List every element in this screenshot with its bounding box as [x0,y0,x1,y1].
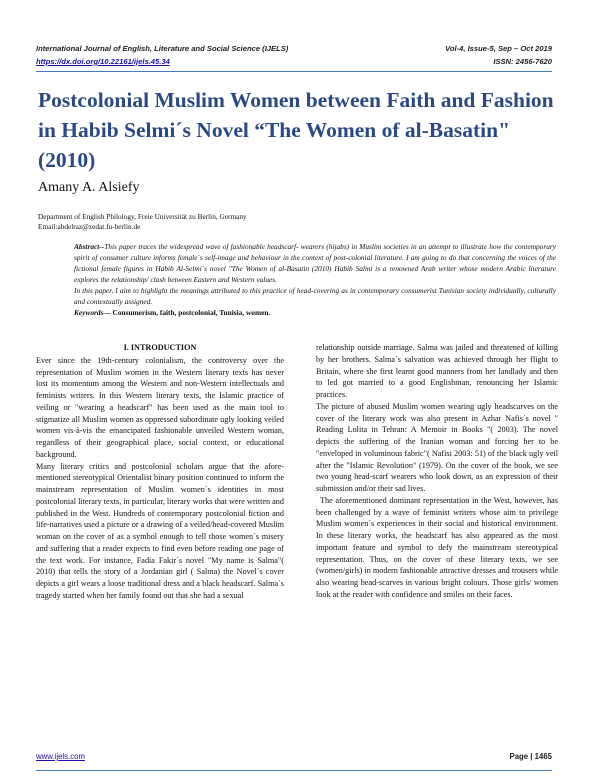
abstract-paragraph-2: In this paper, I aim to highlight the meanings attributed to this practice of head-covering as in contemporary consumerist Tunisian society individually, culturally and contextually assigned. [74,286,556,306]
header-divider [36,71,552,72]
abstract-text-1: This paper traces the widespread wave of fashionable headscarf- wearers (hijabs) in Muslim societies in an attempt to illustrate how the contemporary spirit of consumer culture informs female´s self-image and behaviour in the context of post-colonial literature. I am going to do that concerning the voices of the fictional female figures in Habib Al-Selmi´s novel "The Women of al-Basatin (2010) Habib Salmi is a renowned Arab writer whose modern Arabic literature explores the relationship/ clash between Eastern and Western values. [74,242,556,284]
journal-website-link[interactable]: www.ijels.com [36,752,85,761]
right-column [316,342,558,601]
issn: ISSN: 2456-7620 [493,56,552,66]
section-heading-introduction: I. INTRODUCTION [123,343,197,352]
body-paragraph: Ever since the 19th-century colonialism, the controversy over the representation of Muslim women in the Western literary texts has never lost its momentum among the Western and non-Western intellectuals and feminists writers. In this Western literary texts, the Islamic practice of veiling or "wearing a headscarf" has been used as the main tool to stigmatize all Muslim women as oppressed subordinate ugly looking veiled women vis-à-vis the emancipated fashionable unveiled Western woman, regardless of their geographical place, social context, or educational background. [36,355,284,459]
keywords-line [74,307,556,318]
body-paragraph: The aforementioned dominant representation in the West, however, has been challenged by a wave of feminist writers whose aim to privilege Muslim women´s experiences in their social and historical environment. In these literary works, the headscarf has also appeared as the most important feature and symbol to defy the mainstream stereotypical representation. Thus, on the cover of these literary texts, we see (women/girls) in modern fashionable attractive dresses and trousers while also wearing head-scarves in various bright colours. Those girls/ women look at the reader with confidence and smiles on their faces. [316,495,558,599]
volume-issue: Vol-4, Issue-5, Sep – Oct 2019 [445,44,552,53]
keywords-label: Keywords [74,308,104,317]
author-affiliation-block [38,212,247,232]
body-paragraph: The picture of abused Muslim women wearing ugly headscarves on the cover of the literary work was also present in Azhar Nafis´s novel " Reading Lolita in Tehran: A Memoir in Books "( 2003). The novel depicts the suffering of the Iranian woman and forcing her to be "enveloped in voluminous fabric"( Nafisi 2003: 51) of the black ugly veil after the "Islamic Revolution" (1979). On the cover of the book, we see two young head-scarf wearers who look down, as an expression of their submission and/or their sad lives. [316,401,558,493]
abstract-paragraph-1 [74,241,556,285]
left-column [36,342,284,602]
abstract-label: Abstract-- [74,242,105,251]
affiliation: Department of English Philology, Freie Universität zu Berlin, Germany [38,212,247,221]
author-email: Email:abdelraz@zedat.fu-berlin.de [38,222,141,231]
author-name: Amany A. Alsiefy [38,180,140,195]
body-paragraph: relationship outside marriage. Salma was jailed and threatened of killing by her brothers. Salma´s salvation was achieved through her flight to Britain, where she first learnt good manners from her landlady and then to led got married to a good Englishman, renouncing her Islamic practices. [316,343,558,399]
footer-divider [36,770,552,771]
running-header-left [36,43,288,68]
doi-link[interactable]: https://dx.doi.org/10.22161/ijels.45.34 [36,56,170,66]
running-header-right [445,43,552,68]
article-title: Postcolonial Muslim Women between Faith and Fashion in Habib Selmi´s Novel “The Women of al-Basatin"(2010) [38,88,554,172]
body-paragraph: Many literary critics and postcolonial scholars argue that the afore-mentioned stereotypical Orientalist binary position continued to inform the mainstream representation of Muslim women´s identities in most postcolonial literary texts, in particular, literary works that were written and published in the West. Hundreds of contemporary postcolonial fiction and life-narratives used a picture or a drawing of a veiled/head-covered Muslim woman on the cover of as a symbol enough to tell those women´s misery and suffering that a reader expects to find even before reading one page of the text work. For instance, Fadia Fakir´s novel "My name is Salma"( 2010) that tells the story of a Jordanian girl ( Salma) the Novel´s cover depicts a girl wears a loose traditional dress and a black headscarf. Salma´s tragedy started when her family found out that she had a sexual [36,461,284,600]
abstract [74,241,556,318]
keywords-list: — Consumerism, faith, postcolonial, Tunisia, women. [103,308,271,317]
journal-name: International Journal of English, Literature and Social Science (IJELS) [36,44,289,53]
page-number: Page | 1465 [509,752,552,761]
